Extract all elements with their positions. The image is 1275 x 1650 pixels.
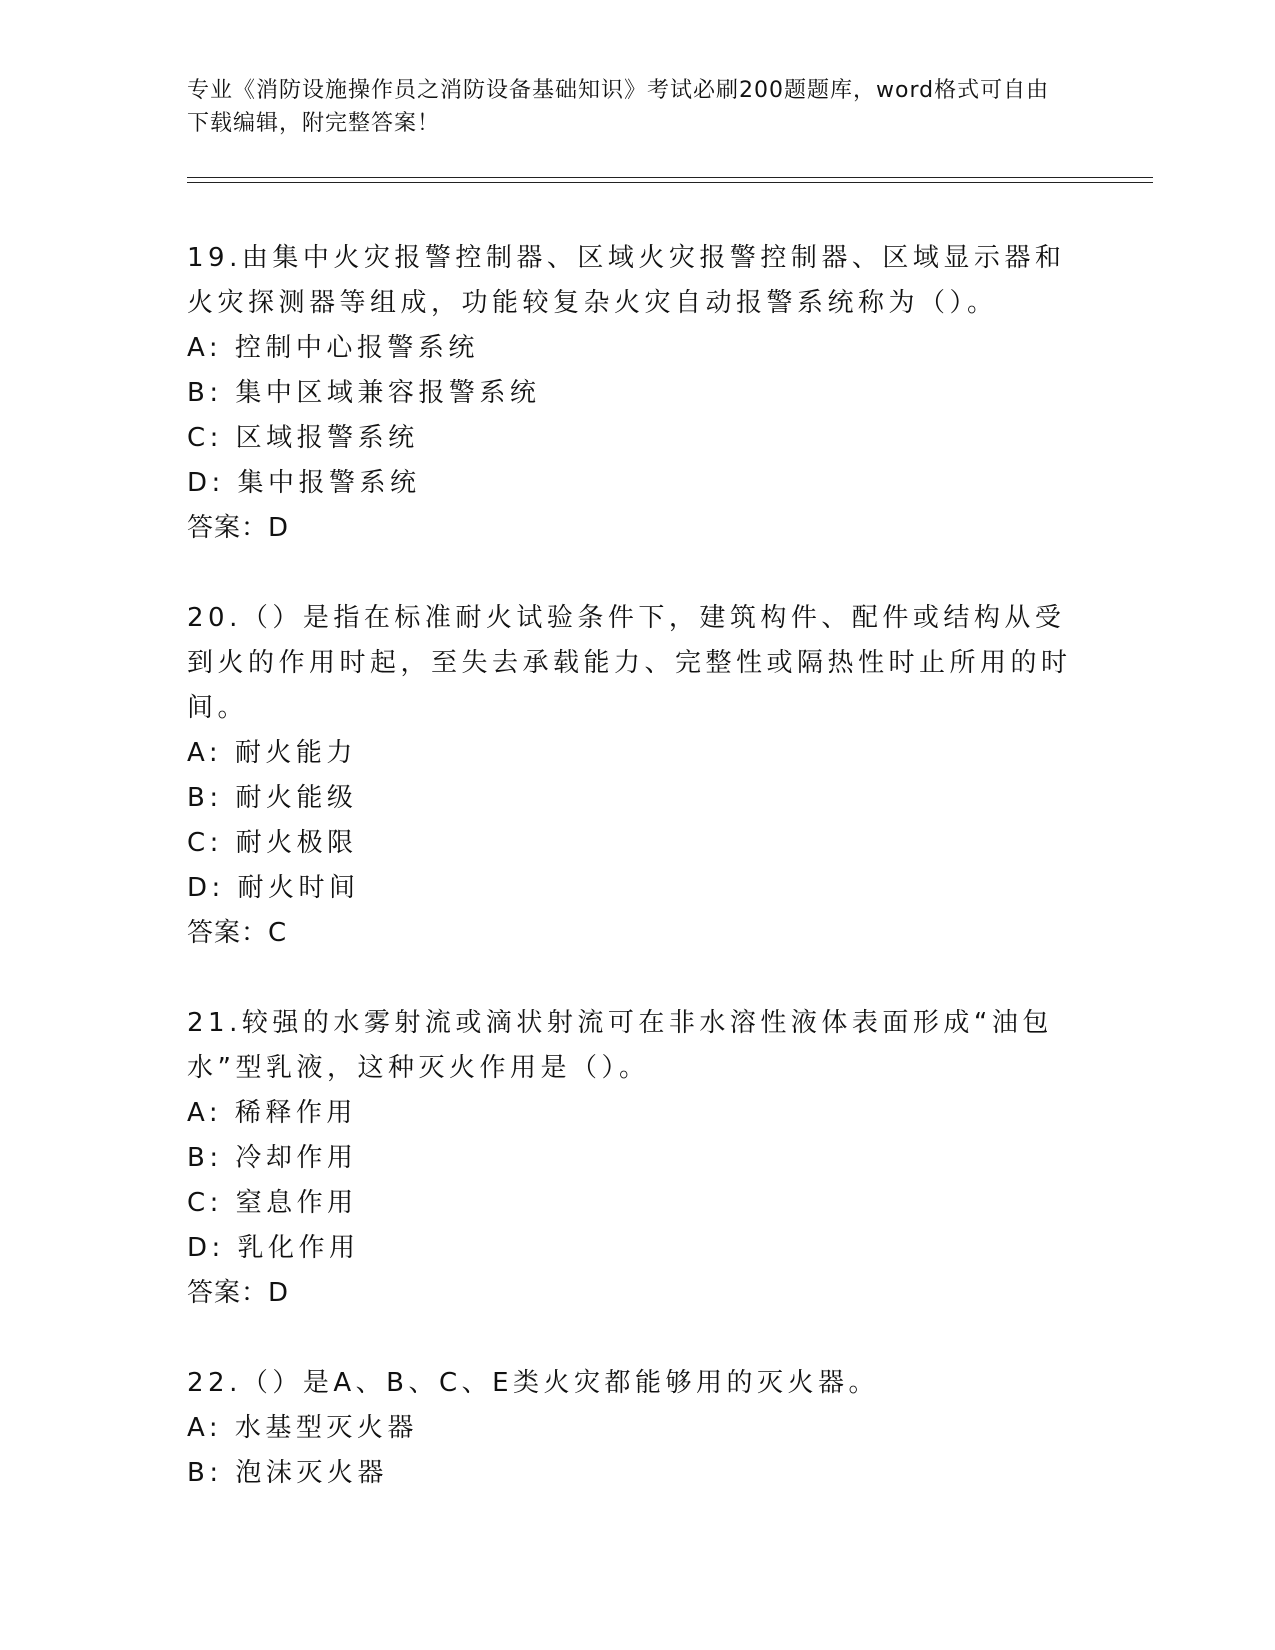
header-divider-bottom (187, 182, 1153, 183)
option-b: B: 冷却作用 (187, 1143, 358, 1173)
answer-text: 答案：D (187, 1278, 290, 1308)
option-d: D: 乳化作用 (187, 1233, 360, 1263)
option-d: D: 耐火时间 (187, 873, 360, 903)
question-19 (187, 236, 1087, 551)
option-c: C: 区域报警系统 (187, 423, 419, 453)
question-stem: 21.较强的水雾射流或滴状射流可在非水溶性液体表面形成“油包水”型乳液，这种灭火作用是（）。 (187, 1008, 1053, 1083)
option-b: B: 泡沫灭火器 (187, 1458, 388, 1488)
option-b: B: 集中区域兼容报警系统 (187, 378, 541, 408)
question-stem: 22.（）是A、B、C、E类火灾都能够用的灭火器。 (187, 1368, 880, 1398)
question-stem: 20.（）是指在标准耐火试验条件下，建筑构件、配件或结构从受到火的作用时起，至失去承载能力、完整性或隔热性时止所用的时间。 (187, 603, 1072, 723)
option-a: A: 耐火能力 (187, 738, 357, 768)
option-a: A: 水基型灭火器 (187, 1413, 418, 1443)
question-20 (187, 596, 1087, 956)
option-a: A: 控制中心报警系统 (187, 333, 479, 363)
answer-text: 答案：C (187, 918, 288, 948)
header-divider-top (187, 177, 1153, 178)
question-21 (187, 1001, 1087, 1316)
question-stem: 19.由集中火灾报警控制器、区域火灾报警控制器、区域显示器和火灾探测器等组成，功能较复杂火灾自动报警系统称为（）。 (187, 243, 1066, 318)
question-list (187, 236, 1087, 1541)
option-c: C: 窒息作用 (187, 1188, 358, 1218)
option-c: C: 耐火极限 (187, 828, 358, 858)
answer-text: 答案：D (187, 513, 290, 543)
option-a: A: 稀释作用 (187, 1098, 357, 1128)
document-header: 专业《消防设施操作员之消防设备基础知识》考试必刷200题题库，word格式可自由下载编辑，附完整答案！ (187, 78, 1050, 136)
option-b: B: 耐火能级 (187, 783, 358, 813)
option-d: D: 集中报警系统 (187, 468, 421, 498)
question-22 (187, 1361, 1087, 1496)
